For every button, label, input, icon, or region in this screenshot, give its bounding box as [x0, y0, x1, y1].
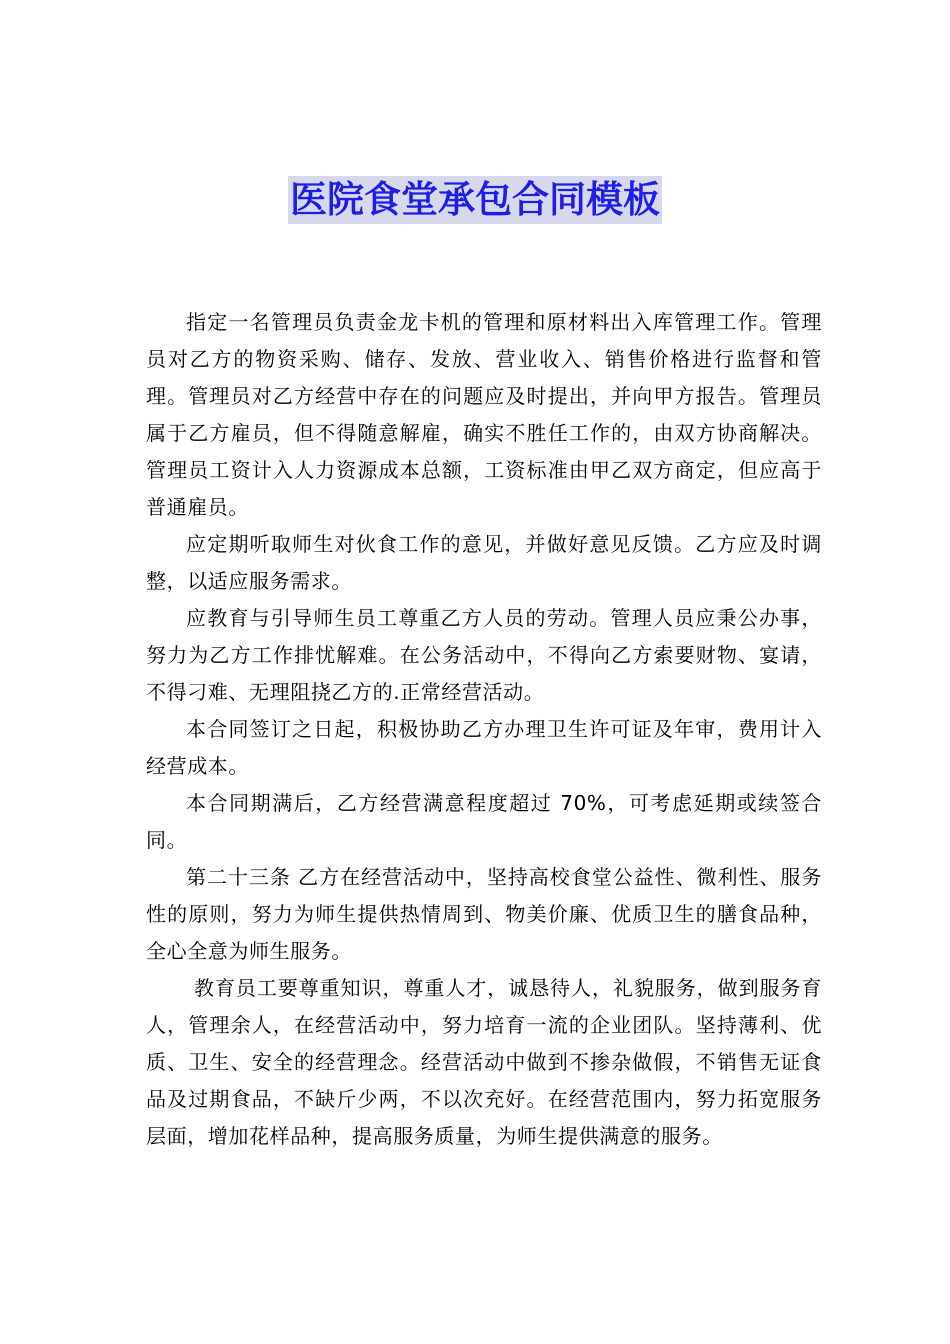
- document-body: [146, 304, 822, 1155]
- paragraph-2: 应定期听取师生对伙食工作的意见，并做好意见反馈。乙方应及时调整，以适应服务需求。: [146, 532, 822, 593]
- paragraph-3: 应教育与引导师生员工尊重乙方人员的劳动。管理人员应秉公办事，努力为乙方工作排忧解难。在公务活动中，不得向乙方索要财物、宴请，不得刁难、无理阻挠乙方的.正常经营活动。: [146, 606, 822, 704]
- title-container: [0, 176, 950, 224]
- document-title: 医院食堂承包合同模板: [288, 176, 662, 224]
- paragraph-5: 本合同期满后，乙方经营满意程度超过 70%，可考虑延期或续签合同。: [146, 791, 822, 852]
- paragraph-6: 第二十三条 乙方在经营活动中，坚持高校食堂公益性、微利性、服务性的原则，努力为师生提供热情周到、物美价廉、优质卫生的膳食品种，全心全意为师生服务。: [146, 865, 822, 963]
- paragraph-4: 本合同签订之日起，积极协助乙方办理卫生许可证及年审，费用计入经营成本。: [146, 717, 822, 778]
- paragraph-7: 教育员工要尊重知识，尊重人才，诚恳待人，礼貌服务，做到服务育人，管理余人，在经营活动中，努力培育一流的企业团队。坚持薄利、优质、卫生、安全的经营理念。经营活动中做到不掺杂做假，不销售无证食品及过期食品，不缺斤少两，不以次充好。在经营范围内，努力拓宽服务层面，增加花样品种，提高服务质量，为师生提供满意的服务。: [146, 976, 822, 1148]
- paragraph-1: 指定一名管理员负责金龙卡机的管理和原材料出入库管理工作。管理员对乙方的物资采购、储存、发放、营业收入、销售价格进行监督和管理。管理员对乙方经营中存在的问题应及时提出，并向甲方报告。管理员属于乙方雇员，但不得随意解雇，确实不胜任工作的，由双方协商解决。管理员工资计入人力资源成本总额，工资标准由甲乙双方商定，但应高于普通雇员。: [146, 310, 822, 519]
